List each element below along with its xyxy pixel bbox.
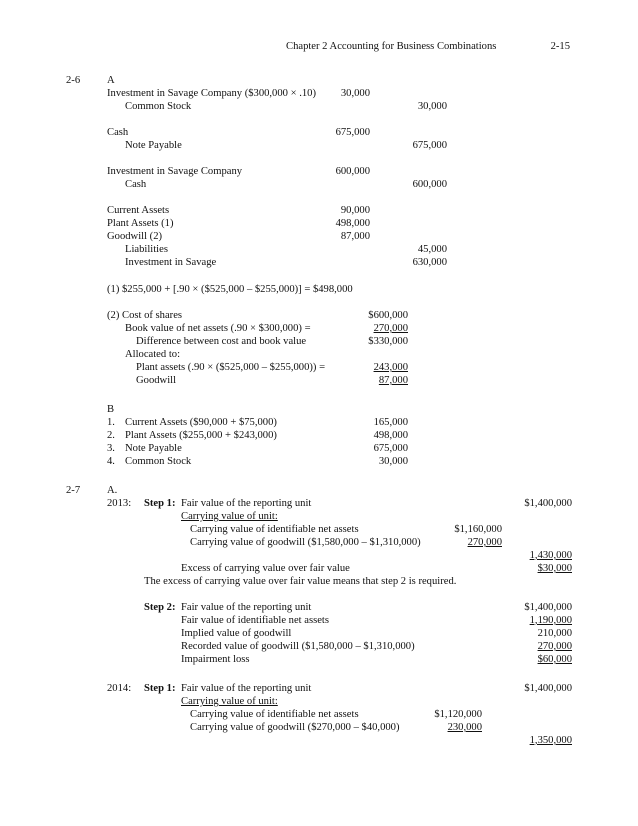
note-2-amount: 270,000	[373, 323, 408, 334]
entry-credit-label: Cash	[125, 179, 147, 190]
entry-debit-label: Cash	[107, 127, 129, 138]
part-label: B	[107, 404, 115, 415]
note-2-amount: $600,000	[368, 310, 408, 321]
note-2-amount: 87,000	[378, 375, 408, 386]
calc-amount: 210,000	[537, 628, 572, 639]
note-2-label: Plant assets (.90 × ($525,000 – $255,000)) =	[136, 362, 326, 373]
calc-amount: $60,000	[537, 654, 572, 665]
calc-label: Carrying value of identifiable net assets	[190, 709, 359, 720]
entry-debit-amount: 87,000	[340, 231, 370, 242]
entry-credit-amount: 600,000	[412, 179, 447, 190]
entry-debit-label: Goodwill (2)	[107, 231, 163, 242]
note-2-label: Book value of net assets (.90 × $300,000) =	[125, 323, 311, 334]
calc-label: Carrying value of unit:	[181, 511, 278, 522]
calc-label: Fair value of the reporting unit	[181, 602, 312, 613]
part-label: A	[107, 75, 115, 86]
entry-credit-amount: 675,000	[412, 140, 447, 151]
list-item-label: Common Stock	[125, 456, 192, 467]
list-item-amount: 30,000	[378, 456, 408, 467]
entry-debit-label: Investment in Savage Company	[107, 166, 243, 177]
calc-label: Carrying value of identifiable net assets	[190, 524, 359, 535]
calc-label: Implied value of goodwill	[181, 628, 292, 639]
page-title: Chapter 2 Accounting for Business Combinations	[286, 41, 497, 52]
calc-amount: $1,160,000	[454, 524, 502, 535]
list-item-number: 4.	[107, 456, 115, 467]
entry-credit-amount: 30,000	[417, 101, 447, 112]
note-2-label: Allocated to:	[125, 349, 181, 360]
list-item-amount: 675,000	[373, 443, 408, 454]
calc-label: Fair value of the reporting unit	[181, 683, 312, 694]
calc-label: Recorded value of goodwill ($1,580,000 – $1,310,000)	[181, 641, 415, 652]
entry-debit-label: Plant Assets (1)	[107, 218, 174, 229]
part-label: A.	[107, 485, 118, 496]
calc-amount: $30,000	[537, 563, 572, 574]
step-note: The excess of carrying value over fair value means that step 2 is required.	[144, 576, 457, 587]
calc-amount: $1,400,000	[524, 683, 572, 694]
list-item-number: 1.	[107, 417, 115, 428]
calc-amount: $1,120,000	[434, 709, 482, 720]
calc-amount: 270,000	[467, 537, 502, 548]
entry-credit-label: Note Payable	[125, 140, 182, 151]
note-2-amount: $330,000	[368, 336, 408, 347]
entry-debit-amount: 498,000	[335, 218, 370, 229]
year-label: 2013:	[107, 498, 132, 509]
calc-amount: $1,400,000	[524, 498, 572, 509]
entry-credit-amount: 630,000	[412, 257, 447, 268]
note-2-label: (2) Cost of shares	[107, 310, 183, 321]
entry-debit-amount: 30,000	[340, 88, 370, 99]
list-item-number: 3.	[107, 443, 115, 454]
list-item-amount: 498,000	[373, 430, 408, 441]
list-item-label: Current Assets ($90,000 + $75,000)	[125, 417, 277, 428]
page-number: 2-15	[550, 41, 570, 52]
calc-label: Impairment loss	[181, 654, 250, 665]
calc-label: Carrying value of unit:	[181, 696, 278, 707]
calc-amount: $1,400,000	[524, 602, 572, 613]
calc-label: Fair value of the reporting unit	[181, 498, 312, 509]
calc-label: Fair value of identifiable net assets	[181, 615, 329, 626]
problem-number: 2-7	[66, 485, 81, 496]
calc-label: Carrying value of goodwill ($270,000 – $40,000)	[190, 722, 400, 733]
list-item-number: 2.	[107, 430, 115, 441]
entry-credit-label: Investment in Savage	[125, 257, 217, 268]
entry-debit-label: Investment in Savage Company ($300,000 × .10)	[107, 88, 316, 99]
year-label: 2014:	[107, 683, 132, 694]
list-item-amount: 165,000	[373, 417, 408, 428]
list-item-label: Note Payable	[125, 443, 182, 454]
step-label: Step 2:	[144, 602, 176, 613]
note-2-label: Difference between cost and book value	[136, 336, 307, 347]
step-label: Step 1:	[144, 683, 176, 694]
calc-amount: 1,190,000	[529, 615, 572, 626]
calc-label: Carrying value of goodwill ($1,580,000 – $1,310,000)	[190, 537, 421, 548]
note-2-label: Goodwill	[136, 375, 177, 386]
entry-credit-label: Common Stock	[125, 101, 192, 112]
step-label: Step 1:	[144, 498, 176, 509]
calc-total: 1,430,000	[529, 550, 572, 561]
entry-debit-label: Current Assets	[107, 205, 170, 216]
calc-label: Excess of carrying value over fair value	[181, 563, 350, 574]
problem-number: 2-6	[66, 75, 81, 86]
entry-debit-amount: 600,000	[335, 166, 370, 177]
entry-credit-amount: 45,000	[417, 244, 447, 255]
calc-amount: 270,000	[537, 641, 572, 652]
note-1: (1) $255,000 + [.90 × ($525,000 – $255,000)] = $498,000	[107, 284, 353, 295]
entry-debit-amount: 90,000	[340, 205, 370, 216]
list-item-label: Plant Assets ($255,000 + $243,000)	[125, 430, 277, 441]
note-2-amount: 243,000	[373, 362, 408, 373]
calc-amount: 230,000	[447, 722, 482, 733]
entry-credit-label: Liabilities	[125, 244, 168, 255]
calc-total: 1,350,000	[529, 735, 572, 746]
entry-debit-amount: 675,000	[335, 127, 370, 138]
